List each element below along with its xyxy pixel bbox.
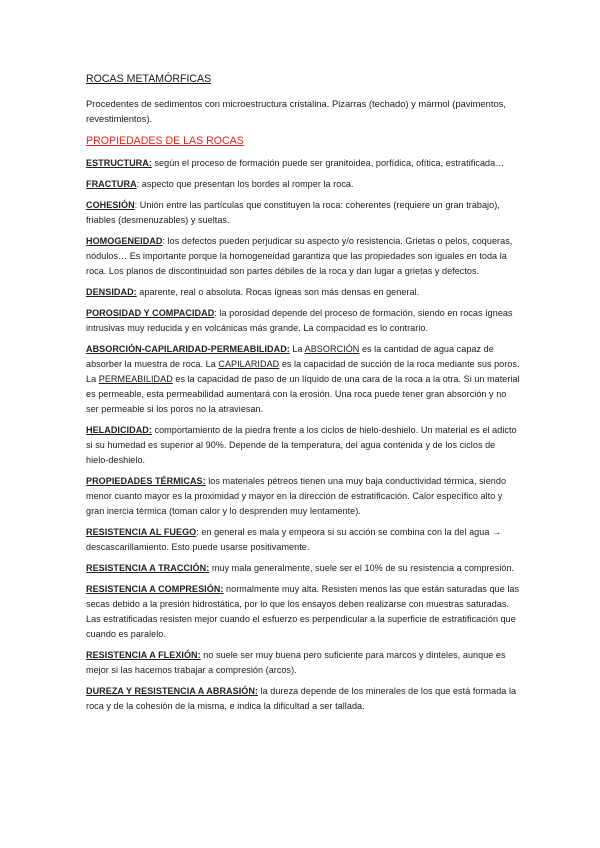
property-text: los materiales pétreos tienen una muy baja conductividad térmica, siendo menor cuanto mayor es la proximidad y mayor en la dirección de estratificación. Calor específico alto y gran inercia térmica (toman calor y lo desprenden muy lentamente).	[86, 475, 507, 516]
property-text: aparente, real o absoluta. Rocas ígneas son más densas en general.	[136, 287, 420, 298]
subterm-permeabilidad: PERMEABILIDAD	[98, 374, 173, 384]
property-heladicidad	[86, 423, 520, 468]
property-densidad	[86, 285, 520, 300]
property-text: no suele ser muy buena pero suficiente para marcos y dinteles, aunque es mejor si las hacemos trabajar a compresión (arcos).	[86, 649, 506, 675]
document-title: ROCAS METAMÓRFICAS	[86, 73, 212, 85]
property-term: HOMOGENEIDAD	[86, 236, 163, 247]
subterm-absorcion: ABSORCIÓN	[304, 344, 360, 355]
property-text: normalmente muy alta. Resisten menos las que están saturadas que las secas debido a la presión hidrostática, por lo que los ensayos deben realizarse con muestras saturadas. Las estratificadas resisten mejor cuando el esfuerzo es perpendicular a la superficie de estratificación que cuando es paralelo.	[86, 583, 520, 639]
property-term: DENSIDAD:	[86, 287, 137, 298]
property-text: es la capacidad de paso de un líquido de una cara de la roca a la otra. Si un material es permeable, esta permeabilidad aumentará con la erosión. Una roca puede tener gran absorción y no ser permeable si los poros no la atraviesan.	[86, 374, 520, 414]
property-term: ESTRUCTURA:	[86, 158, 152, 168]
property-term: RESISTENCIA A TRACCIÓN:	[86, 562, 210, 573]
property-cohesion	[86, 198, 520, 228]
property-text: es la capacidad de succión de la roca mediante sus poros. La	[86, 359, 520, 384]
property-text: es la cantidad de agua capaz de absorber la muestra de roca. La	[86, 344, 494, 370]
property-term: RESISTENCIA A FLEXIÓN:	[86, 649, 201, 660]
property-text: : la porosidad depende del proceso de formación, siendo en rocas ígneas intrusivas muy reducida y en volcánicas más grande. La compacidad es lo contrario.	[86, 308, 513, 334]
property-text: : aspecto que presentan los bordes al romper la roca.	[136, 179, 354, 190]
property-text: la dureza depende de los minerales de los que está formada la roca y de la cohesión de la misma, e indica la dificultad a ser tallada.	[86, 685, 517, 711]
property-term: POROSIDAD Y COMPACIDAD	[86, 308, 215, 319]
property-term: ABSORCIÓN-CAPILARIDAD-PERMEABILIDAD:	[86, 344, 290, 355]
property-termicas	[86, 474, 520, 519]
property-estructura	[86, 156, 520, 171]
property-flexion	[86, 648, 520, 678]
property-text: : en general es mala y empeora si su acción se combina con la del agua → descascarillamiento. Esto puede usarse positivamente.	[86, 526, 502, 552]
property-fractura	[86, 177, 520, 192]
property-term: COHESIÓN	[86, 200, 135, 211]
section-heading: PROPIEDADES DE LAS ROCAS	[86, 135, 244, 147]
property-text: muy mala generalmente, suele ser el 10% de su resistencia a compresión.	[209, 562, 515, 573]
property-term: PROPIEDADES TÉRMICAS:	[86, 475, 206, 486]
property-dureza	[86, 684, 520, 714]
property-homogeneidad	[86, 234, 520, 279]
property-term: RESISTENCIA A COMPRESIÓN:	[86, 583, 224, 594]
property-traccion	[86, 561, 520, 576]
property-term: DUREZA Y RESISTENCIA A ABRASIÓN:	[86, 685, 258, 696]
property-term: HELADICIDAD:	[86, 424, 152, 435]
property-text: comportamiento de la piedra frente a los ciclos de hielo-deshielo. Un material es el adicto si su humedad es superior al 90%. Depende de la temperatura, del agua contenida y de los ciclos de hielo-deshielo.	[86, 424, 517, 465]
intro-paragraph: Procedentes de sedimentos con microestructura cristalina. Pizarras (techado) y mármol (pavimentos, revestimientos).	[86, 98, 506, 124]
property-term: RESISTENCIA AL FUEGO	[86, 526, 197, 537]
property-compresion	[86, 582, 520, 642]
subterm-capilaridad: CAPILARIDAD	[218, 359, 280, 370]
property-term: FRACTURA	[86, 179, 137, 190]
property-text: : Unión entre las partículas que constituyen la roca: coherentes (requiere un gran trabajo), friables (desmenuzables) y sueltas.	[86, 200, 500, 226]
property-text: : los defectos pueden perjudicar su aspecto y/o resistencia. Grietas o pelos, coqueras, nódulos… Es importante porque la homogeneidad garantiza que las propiedades son iguales en toda la roca. Los planos de discontinuidad son partes débiles de la roca y dan lugar a grietas y defectos.	[86, 236, 513, 276]
property-text: según el proceso de formación puede ser granitoidea, porfídica, ofítica, estratificada…	[151, 158, 505, 168]
property-absorcion	[86, 342, 520, 417]
property-fuego	[86, 525, 520, 555]
property-text: La	[289, 344, 305, 355]
property-porosidad	[86, 306, 520, 336]
